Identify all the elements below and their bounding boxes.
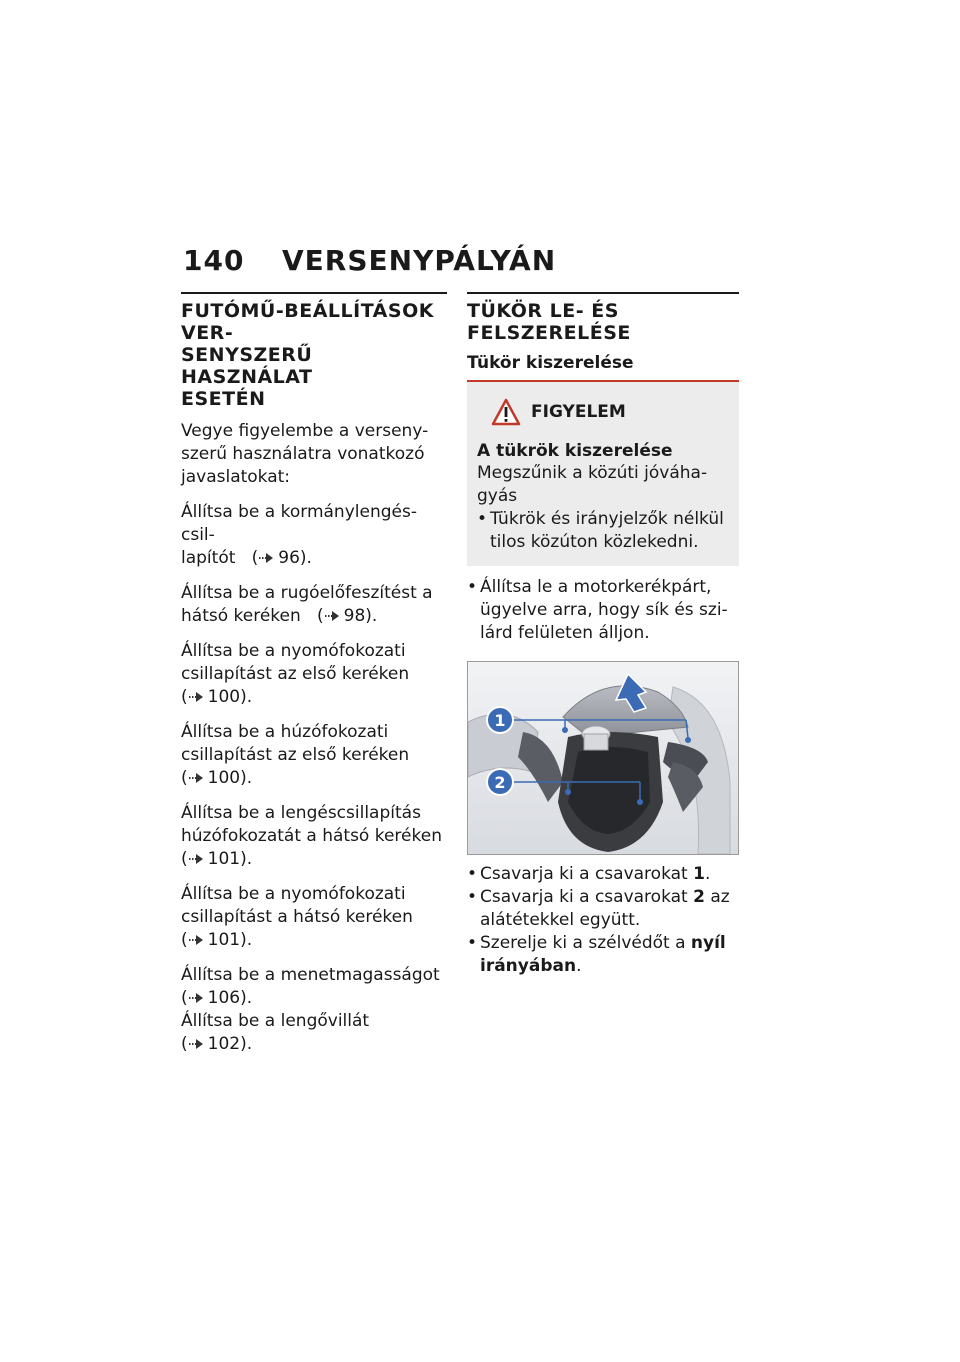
- warning-label: FIGYELEM: [531, 402, 626, 422]
- section-heading-suspension: FUTÓMŰ-BEÁLLÍTÁSOK VER- SENYSZERŰ HASZNÁLAT ESETÉN: [181, 300, 434, 410]
- callout-1: 1: [486, 706, 514, 734]
- warning-triangle-icon: [491, 398, 521, 426]
- page-reference[interactable]: ( 102).: [181, 1034, 253, 1054]
- page-ref-arrow-icon: [188, 934, 204, 946]
- motorcycle-front-illustration: [468, 662, 738, 854]
- intro-paragraph: Vegye figyelembe a verseny- szerű használatra vonatkozó javaslatokat:: [181, 421, 429, 487]
- instruction-ride-height: Állítsa be a menetmagasságot ( 106).: [181, 965, 440, 1008]
- warning-title: A tükrök kiszerelése: [477, 441, 673, 461]
- instruction-swingarm: Állítsa be a lengővillát ( 102).: [181, 1011, 370, 1054]
- warning-header: [491, 398, 727, 426]
- warning-bullets: [477, 508, 727, 554]
- page-reference[interactable]: ( 100).: [181, 768, 253, 788]
- instruction-front-rebound: Állítsa be a húzófokozati csillapítást az első keréken ( 100).: [181, 722, 410, 788]
- page-ref-arrow-icon: [188, 1038, 204, 1050]
- removal-steps: [467, 863, 739, 978]
- page-ref-arrow-icon: [258, 552, 274, 564]
- left-column: [181, 300, 447, 1068]
- subheading-mirror-removal: Tükör kiszerelése: [467, 353, 634, 373]
- page-number: 140: [183, 244, 245, 277]
- page-title: VERSENYPÁLYÁN: [282, 244, 557, 277]
- section-heading-mirror: TÜKÖR LE- ÉS FELSZERELÉSE: [467, 300, 631, 344]
- right-column: [467, 300, 739, 978]
- page-ref-arrow-icon: [188, 992, 204, 1004]
- list-item: • Csavarja ki a csavarokat 1.: [467, 863, 739, 886]
- instruction-steering-damper: Állítsa be a kormánylengés-csil- lapítót ( 96).: [181, 502, 417, 568]
- list-item: • Szerelje ki a szélvédőt a nyíl irányában.: [467, 932, 739, 978]
- instruction-spring-preload: Állítsa be a rugóelőfeszítést a hátsó keréken ( 98).: [181, 583, 433, 626]
- page-reference[interactable]: ( 98).: [316, 606, 378, 626]
- instruction-front-compression: Állítsa be a nyomófokozati csillapítást az első keréken ( 100).: [181, 641, 410, 707]
- page-reference[interactable]: ( 96).: [251, 548, 312, 568]
- left-column-rule: [181, 292, 447, 294]
- list-item: • Csavarja ki a csavarokat 2 az alátétekkel együtt.: [467, 886, 739, 932]
- page-reference[interactable]: ( 106).: [181, 988, 253, 1008]
- list-item: • Állítsa le a motorkerékpárt, ügyelve arra, hogy sík és szi- lárd felületen álljon.: [467, 576, 739, 645]
- page-reference[interactable]: ( 101).: [181, 849, 253, 869]
- page-reference[interactable]: ( 101).: [181, 930, 253, 950]
- page-ref-arrow-icon: [188, 691, 204, 703]
- warning-text: Megszűnik a közúti jóváha- gyás: [477, 463, 708, 506]
- instruction-rear-compression: Állítsa be a nyomófokozati csillapítást a hátsó keréken ( 101).: [181, 884, 413, 950]
- page-ref-arrow-icon: [324, 610, 340, 622]
- page-ref-arrow-icon: [188, 772, 204, 784]
- warning-box: [467, 380, 739, 566]
- instruction-rear-rebound: Állítsa be a lengéscsillapítás húzófokozatát a hátsó keréken ( 101).: [181, 803, 442, 869]
- callout-2: 2: [486, 768, 514, 796]
- list-item: • Tükrök és irányjelzők nélkül tilos közúton közlekedni.: [477, 508, 727, 554]
- page-reference[interactable]: ( 100).: [181, 687, 253, 707]
- step-park-motorcycle: [467, 576, 739, 645]
- windshield-mirror-figure: [467, 661, 739, 855]
- right-column-rule: [467, 292, 739, 294]
- page-ref-arrow-icon: [188, 853, 204, 865]
